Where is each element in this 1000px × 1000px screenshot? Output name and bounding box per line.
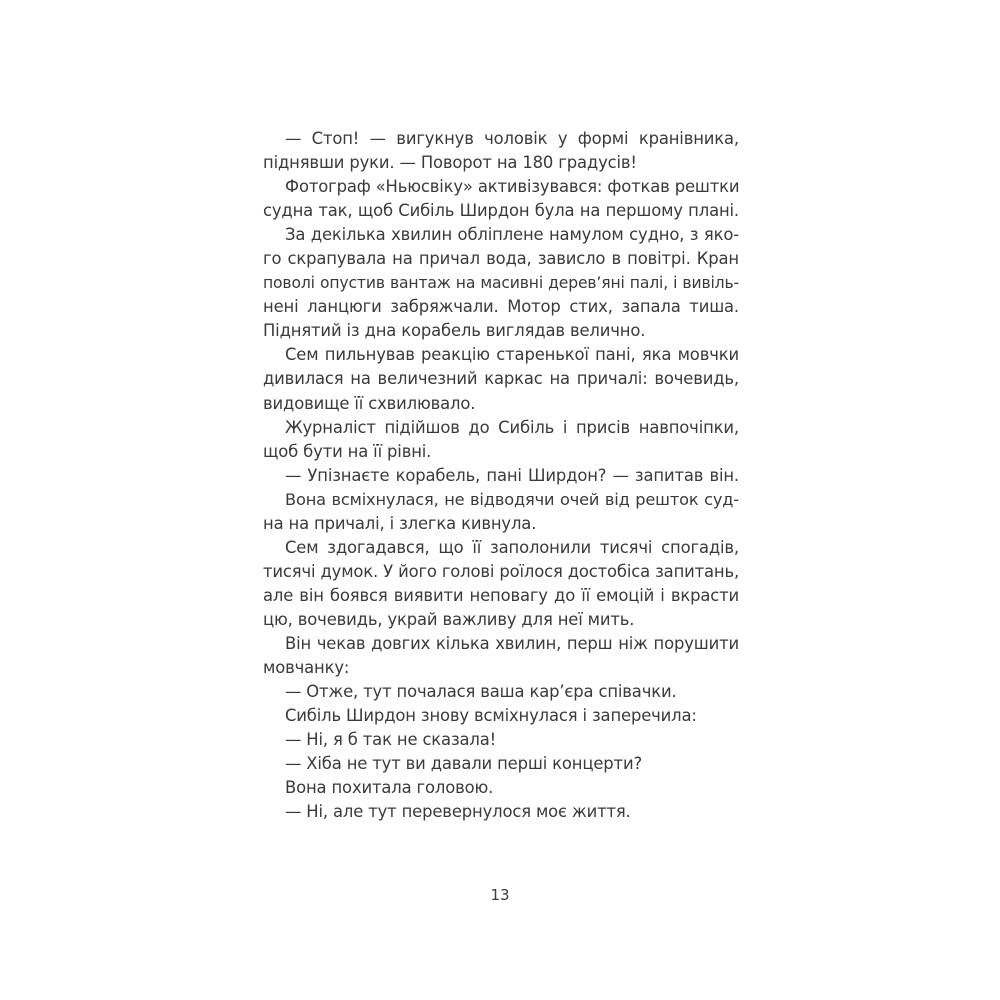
book-page-text — [263, 127, 739, 824]
text-line: Вона всміхнулася, не відводячи очей від решток суд- — [285, 489, 739, 509]
text-line: мовчанку: — [263, 658, 350, 678]
text-line: Сем пильнував реакцію старенької пані, яка мовчки — [285, 345, 739, 365]
text-line: — Стоп! — вигукнув чоловік у формі кранівника, — [285, 129, 739, 148]
text-line: щоб бути на її рівні. — [263, 441, 432, 461]
text-line: поволі опустив вантаж на масивні дерев’яні палі, і вивіль- — [263, 274, 739, 293]
text-line: але він боявся виявити неповагу до її емоцій і вкрасти — [263, 585, 739, 605]
text-line: — Ні, але тут перевернулося моє життя. — [285, 802, 631, 822]
text-line: — Отже, тут почалася ваша кар’єра співачки. — [285, 682, 677, 702]
text-line: судна так, щоб Сибіль Ширдон була на першому плані. — [263, 201, 739, 221]
text-line: видовище її схвилювало. — [263, 393, 476, 413]
page-number: 13 — [490, 886, 510, 904]
text-line: Він чекав довгих кілька хвилин, перш ніж порушити — [285, 633, 739, 653]
text-line: Журналіст підійшов до Сибіль і присів навпочіпки, — [285, 417, 739, 437]
text-line: — Ні, я б так не сказала! — [285, 730, 497, 750]
text-line: Сем здогадався, що її заполонили тисячі спогадів, — [285, 537, 739, 557]
text-line: цю, вочевидь, украй важливу для неї мить. — [263, 609, 635, 629]
text-line: дивилася на величезний каркас на причалі: вочевидь, — [263, 369, 739, 389]
text-line: Фотограф «Ньюсвіку» активізувався: фоткав рештки — [285, 177, 740, 197]
text-line: Піднятий із дна корабель виглядав велично. — [263, 321, 646, 341]
text-line: — Хіба не тут ви давали перші концерти? — [285, 754, 643, 774]
text-line: піднявши руки. — Поворот на 180 градусів! — [263, 153, 637, 173]
text-line: тисячі думок. У його голові роїлося достобіса запитань, — [263, 561, 740, 581]
text-line: на на причалі, і злегка кивнула. — [263, 513, 537, 533]
text-line: нені ланцюги забряжчали. Мотор стих, запала тиша. — [263, 297, 739, 317]
text-line: го скрапувала на причал вода, зависло в повітрі. Кран — [263, 249, 739, 269]
text-line: Сибіль Ширдон знову всміхнулася і заперечила: — [285, 706, 697, 726]
text-line: Вона похитала головою. — [285, 778, 494, 798]
text-line: За декілька хвилин обліплене намулом судно, з яко- — [285, 225, 739, 245]
text-line: — Упізнаєте корабель, пані Ширдон? — запитав він. — [285, 465, 739, 485]
